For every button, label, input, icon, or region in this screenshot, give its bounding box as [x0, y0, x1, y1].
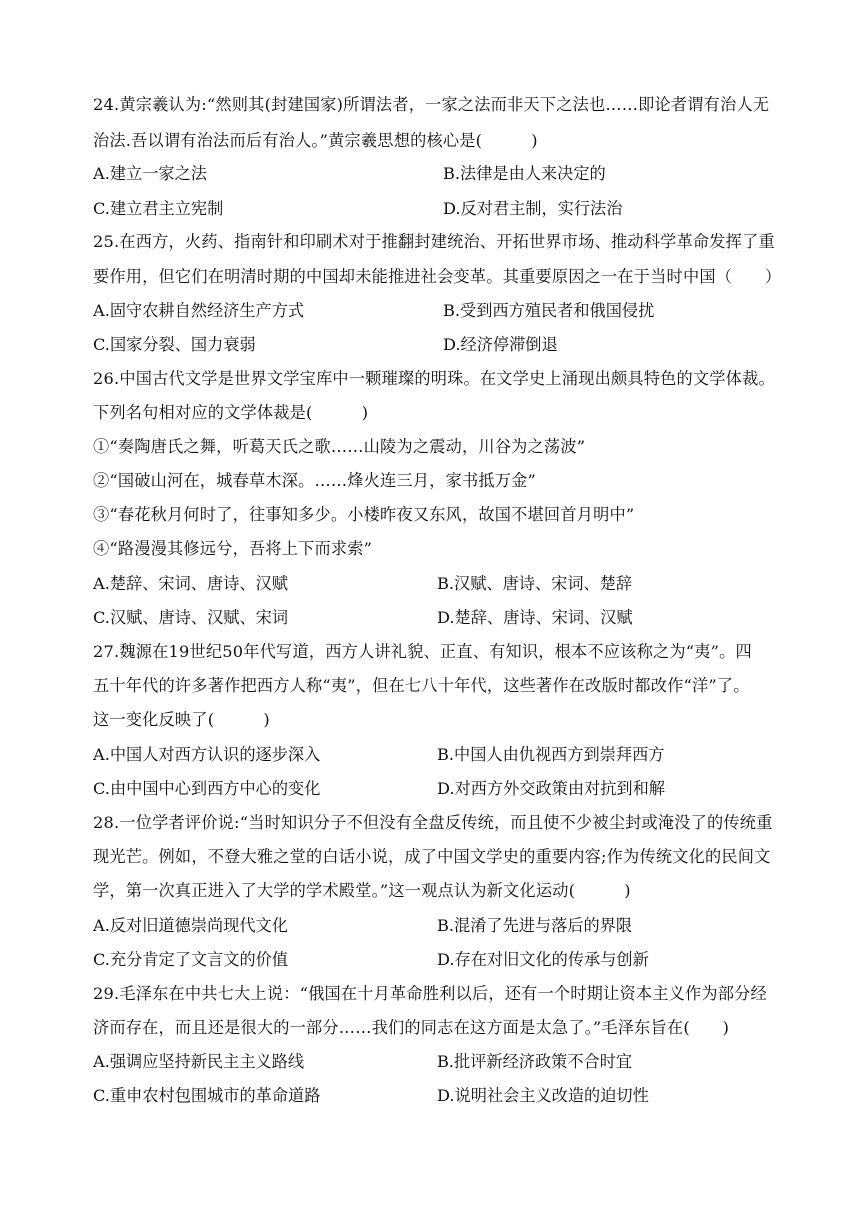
question-text: 26.中国古代文学是世界文学宝库中一颗璀璨的明珠。在文学史上涌现出颇具特色的文学体裁。: [93, 369, 775, 388]
quote-4: ④“路漫漫其修远兮，吾将上下而求索”: [93, 539, 373, 558]
question-text: 五十年代的许多著作把西方人称“夷”，但在七八十年代，这些著作在改版时都改作“洋”了。: [93, 676, 750, 695]
option-a[interactable]: A.建立一家之法: [93, 164, 207, 183]
option-c[interactable]: C.国家分裂、国力衰弱: [93, 335, 256, 354]
option-a[interactable]: A.固守农耕自然经济生产方式: [93, 301, 305, 320]
option-c[interactable]: C.建立君主立宪制: [93, 199, 224, 218]
option-d[interactable]: D.反对君主制，实行法治: [443, 199, 623, 218]
quote-3: ③“春花秋月何时了，往事知多少。小楼昨夜又东风，故国不堪回首月明中”: [93, 505, 635, 524]
option-a[interactable]: A.中国人对西方认识的逐步深入: [93, 745, 321, 764]
question-text: 治法.吾以谓有治法而后有治人。”黄宗羲思想的核心是( ): [93, 131, 538, 150]
option-b[interactable]: B.混淆了先进与落后的界限: [437, 916, 633, 935]
question-text: 28.一位学者评价说:“当时知识分子不但没有全盘反传统，而且使不少被尘封或淹没了的传统重: [93, 813, 773, 832]
option-c[interactable]: C.重申农村包围城市的革命道路: [93, 1086, 321, 1105]
question-text: 要作用，但它们在明清时期的中国却未能推进社会变革。其重要原因之一在于当时中国（ ）: [93, 267, 782, 286]
option-a[interactable]: A.强调应坚持新民主主义路线: [93, 1052, 305, 1071]
option-d[interactable]: D.经济停滞倒退: [443, 335, 558, 354]
option-a[interactable]: A.楚辞、宋词、唐诗、汉赋: [93, 574, 288, 593]
option-b[interactable]: B.汉赋、唐诗、宋词、楚辞: [437, 574, 633, 593]
question-text: 济而存在，而且还是很大的一部分……我们的同志在这方面是太急了。”毛泽东旨在( ): [93, 1018, 730, 1037]
question-text: 下列名句相对应的文学体裁是( ): [93, 403, 369, 422]
question-text: 24.黄宗羲认为:“然则其(封建国家)所谓法者，一家之法而非天下之法也……即论者谓有治人无: [93, 95, 770, 114]
question-text: 25.在西方，火药、指南针和印刷术对于推翻封建统治、开拓世界市场、推动科学革命发挥了重: [93, 232, 775, 251]
question-text: 学，第一次真正进入了大学的学术殿堂。”这一观点认为新文化运动( ): [93, 881, 631, 900]
option-d[interactable]: D.说明社会主义改造的迫切性: [437, 1086, 649, 1105]
option-c[interactable]: C.汉赋、唐诗、汉赋、宋词: [93, 608, 289, 627]
quote-1: ①“奏陶唐氏之舞，听葛天氏之歌……山陵为之震动，川谷为之荡波”: [93, 437, 586, 456]
question-text: 现光芒。例如，不登大雅之堂的白话小说，成了中国文学史的重要内容;作为传统文化的民间文: [93, 847, 771, 866]
quote-2: ②“国破山河在，城春草木深。……烽火连三月，家书抵万金”: [93, 471, 537, 490]
option-b[interactable]: B.法律是由人来决定的: [443, 164, 606, 183]
option-b[interactable]: B.受到西方殖民者和俄国侵扰: [443, 301, 655, 320]
option-b[interactable]: B.批评新经济政策不合时宜: [437, 1052, 633, 1071]
question-text: 这一变化反映了( ): [93, 710, 270, 729]
option-a[interactable]: A.反对旧道德崇尚现代文化: [93, 916, 288, 935]
option-c[interactable]: C.由中国中心到西方中心的变化: [93, 779, 321, 798]
question-text: 27.魏源在19世纪50年代写道，西方人讲礼貌、正直、有知识，根本不应该称之为“夷”。四: [93, 642, 752, 661]
option-b[interactable]: B.中国人由仇视西方到崇拜西方: [437, 745, 665, 764]
option-d[interactable]: D.楚辞、唐诗、宋词、汉赋: [437, 608, 633, 627]
question-text: 29.毛泽东在中共七大上说：“俄国在十月革命胜利以后，还有一个时期让资本主义作为部分经: [93, 984, 767, 1003]
option-d[interactable]: D.存在对旧文化的传承与创新: [437, 950, 649, 969]
option-c[interactable]: C.充分肯定了文言文的价值: [93, 950, 289, 969]
option-d[interactable]: D.对西方外交政策由对抗到和解: [437, 779, 665, 798]
